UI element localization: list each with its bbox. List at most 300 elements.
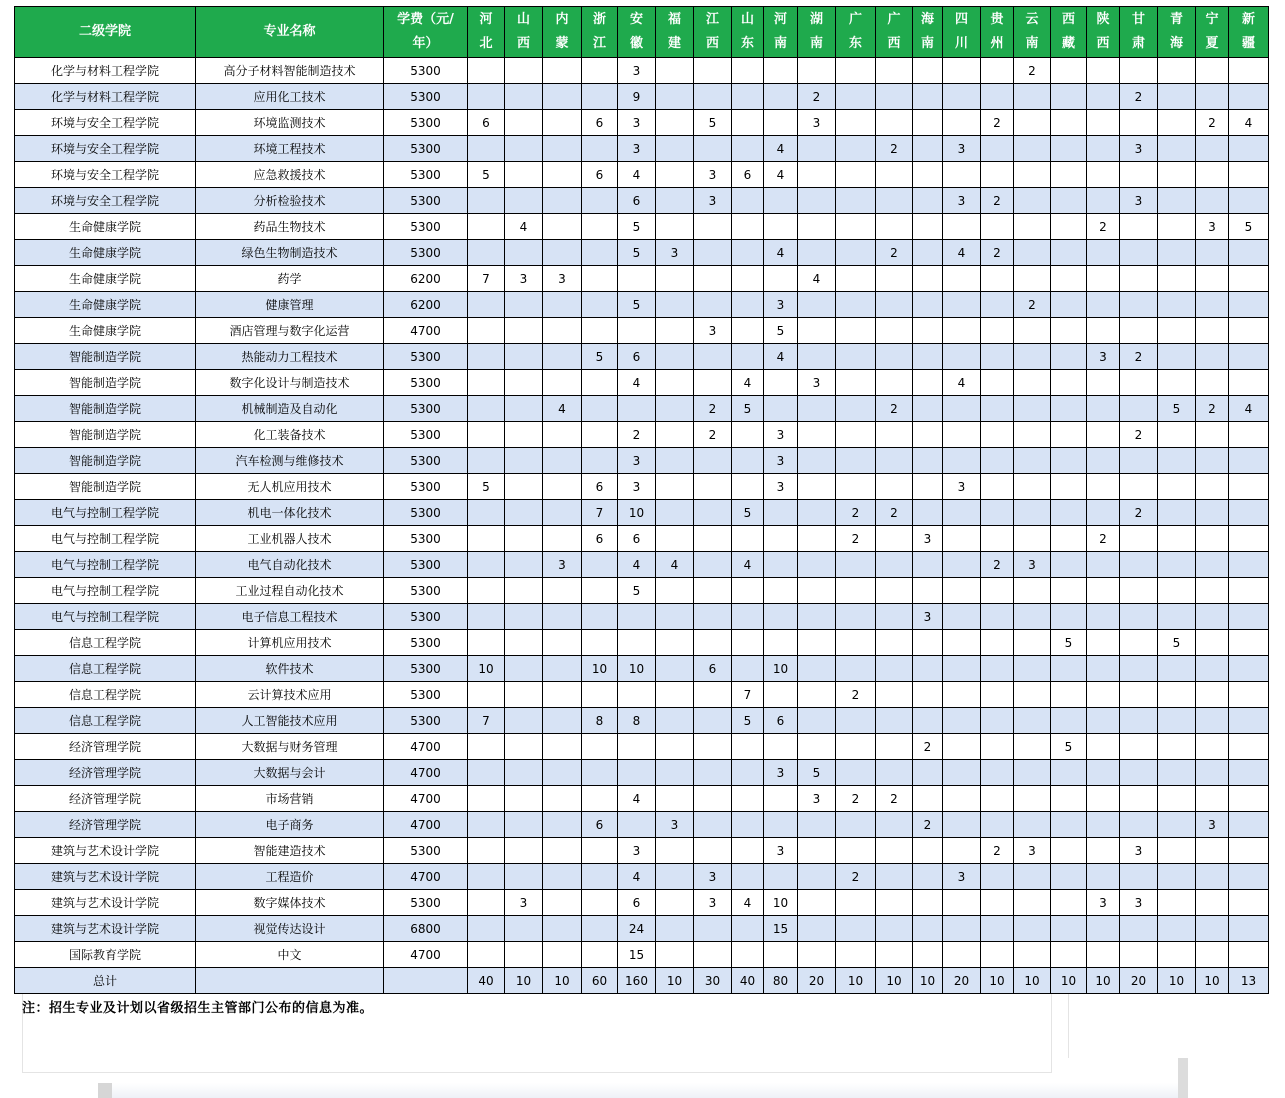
quota-cell bbox=[468, 916, 505, 942]
quota-cell bbox=[764, 578, 798, 604]
total-cell: 13 bbox=[1229, 968, 1269, 994]
quota-cell bbox=[981, 630, 1014, 656]
quota-cell bbox=[1120, 110, 1158, 136]
quota-cell bbox=[1087, 786, 1120, 812]
table-row bbox=[15, 422, 1269, 448]
quota-cell bbox=[1014, 630, 1051, 656]
quota-cell bbox=[1158, 422, 1196, 448]
quota-cell bbox=[543, 812, 582, 838]
quota-cell bbox=[943, 786, 981, 812]
quota-cell bbox=[798, 500, 836, 526]
quota-cell bbox=[694, 786, 732, 812]
quota-cell bbox=[943, 656, 981, 682]
quota-cell bbox=[468, 58, 505, 84]
fee-cell: 4700 bbox=[384, 734, 468, 760]
quota-cell: 6 bbox=[618, 344, 656, 370]
quota-cell bbox=[1229, 734, 1269, 760]
quota-cell bbox=[1087, 136, 1120, 162]
major-cell: 人工智能技术应用 bbox=[196, 708, 384, 734]
quota-cell bbox=[468, 578, 505, 604]
header-province: 山 西 bbox=[505, 7, 543, 58]
major-cell: 药品生物技术 bbox=[196, 214, 384, 240]
footnote: 注：招生专业及计划以省级招生主管部门公布的信息为准。 bbox=[22, 1001, 374, 1016]
quota-cell bbox=[798, 396, 836, 422]
quota-cell: 6 bbox=[468, 110, 505, 136]
quota-cell: 5 bbox=[618, 214, 656, 240]
college-cell: 智能制造学院 bbox=[15, 422, 196, 448]
major-cell: 分析检验技术 bbox=[196, 188, 384, 214]
college-cell: 电气与控制工程学院 bbox=[15, 500, 196, 526]
quota-cell bbox=[1196, 760, 1229, 786]
quota-cell bbox=[468, 786, 505, 812]
fee-cell: 4700 bbox=[384, 812, 468, 838]
quota-cell bbox=[1087, 682, 1120, 708]
quota-cell bbox=[1087, 656, 1120, 682]
quota-cell bbox=[543, 786, 582, 812]
major-cell: 环境工程技术 bbox=[196, 136, 384, 162]
quota-cell bbox=[732, 526, 764, 552]
quota-cell: 2 bbox=[876, 396, 913, 422]
quota-cell: 3 bbox=[618, 136, 656, 162]
quota-cell bbox=[543, 526, 582, 552]
quota-cell bbox=[505, 786, 543, 812]
quota-cell bbox=[732, 188, 764, 214]
quota-cell bbox=[505, 240, 543, 266]
quota-cell bbox=[582, 552, 618, 578]
quota-cell bbox=[981, 318, 1014, 344]
quota-cell bbox=[981, 448, 1014, 474]
quota-cell bbox=[764, 630, 798, 656]
college-cell: 生命健康学院 bbox=[15, 266, 196, 292]
quota-cell bbox=[981, 656, 1014, 682]
quota-cell bbox=[582, 396, 618, 422]
quota-cell bbox=[913, 864, 943, 890]
quota-cell: 4 bbox=[764, 240, 798, 266]
quota-cell bbox=[913, 838, 943, 864]
quota-cell bbox=[836, 474, 876, 500]
quota-cell bbox=[1087, 448, 1120, 474]
quota-cell bbox=[468, 448, 505, 474]
header-province: 云 南 bbox=[1014, 7, 1051, 58]
quota-cell bbox=[981, 58, 1014, 84]
quota-cell bbox=[543, 760, 582, 786]
header-province: 福 建 bbox=[656, 7, 694, 58]
quota-cell bbox=[943, 578, 981, 604]
quota-cell bbox=[764, 214, 798, 240]
major-cell: 工业过程自动化技术 bbox=[196, 578, 384, 604]
quota-cell bbox=[913, 942, 943, 968]
quota-cell bbox=[1120, 604, 1158, 630]
quota-cell: 4 bbox=[505, 214, 543, 240]
quota-cell bbox=[798, 812, 836, 838]
quota-cell bbox=[505, 292, 543, 318]
quota-cell bbox=[876, 526, 913, 552]
quota-cell bbox=[505, 396, 543, 422]
quota-cell bbox=[582, 604, 618, 630]
header-province: 湖 南 bbox=[798, 7, 836, 58]
fee-cell: 4700 bbox=[384, 786, 468, 812]
quota-cell bbox=[505, 58, 543, 84]
quota-cell: 3 bbox=[764, 292, 798, 318]
quota-cell bbox=[582, 292, 618, 318]
quota-cell bbox=[798, 838, 836, 864]
quota-cell bbox=[1196, 656, 1229, 682]
quota-cell bbox=[1120, 266, 1158, 292]
quota-cell: 5 bbox=[694, 110, 732, 136]
quota-cell bbox=[1087, 942, 1120, 968]
quota-cell bbox=[505, 188, 543, 214]
total-cell: 20 bbox=[943, 968, 981, 994]
quota-cell bbox=[764, 604, 798, 630]
quota-cell: 4 bbox=[618, 552, 656, 578]
fee-cell: 5300 bbox=[384, 526, 468, 552]
fee-cell: 5300 bbox=[384, 396, 468, 422]
quota-cell bbox=[798, 318, 836, 344]
major-cell: 应急救援技术 bbox=[196, 162, 384, 188]
total-cell: 10 bbox=[836, 968, 876, 994]
quota-cell: 5 bbox=[1158, 396, 1196, 422]
table-row bbox=[15, 812, 1269, 838]
quota-cell: 2 bbox=[836, 786, 876, 812]
quota-cell bbox=[943, 526, 981, 552]
table-row bbox=[15, 292, 1269, 318]
quota-cell bbox=[876, 552, 913, 578]
major-cell: 软件技术 bbox=[196, 656, 384, 682]
quota-cell bbox=[1196, 292, 1229, 318]
quota-cell bbox=[836, 916, 876, 942]
quota-cell bbox=[981, 396, 1014, 422]
quota-cell bbox=[694, 734, 732, 760]
quota-cell bbox=[656, 396, 694, 422]
header-province: 新 疆 bbox=[1229, 7, 1269, 58]
college-cell: 智能制造学院 bbox=[15, 448, 196, 474]
quota-cell bbox=[656, 942, 694, 968]
quota-cell bbox=[1014, 188, 1051, 214]
quota-cell bbox=[913, 630, 943, 656]
college-cell: 电气与控制工程学院 bbox=[15, 526, 196, 552]
quota-cell bbox=[764, 526, 798, 552]
quota-cell bbox=[1051, 110, 1087, 136]
quota-cell: 5 bbox=[618, 292, 656, 318]
quota-cell bbox=[1087, 240, 1120, 266]
college-cell: 智能制造学院 bbox=[15, 396, 196, 422]
quota-cell bbox=[798, 708, 836, 734]
quota-cell bbox=[876, 84, 913, 110]
quota-cell bbox=[1120, 864, 1158, 890]
quota-cell bbox=[1120, 240, 1158, 266]
quota-cell: 3 bbox=[943, 188, 981, 214]
table-row bbox=[15, 838, 1269, 864]
quota-cell bbox=[836, 890, 876, 916]
quota-cell bbox=[1120, 656, 1158, 682]
quota-cell bbox=[1229, 58, 1269, 84]
quota-cell bbox=[1120, 526, 1158, 552]
quota-cell bbox=[913, 552, 943, 578]
quota-cell bbox=[1051, 656, 1087, 682]
quota-cell bbox=[1229, 474, 1269, 500]
table-row bbox=[15, 526, 1269, 552]
quota-cell bbox=[1196, 578, 1229, 604]
quota-cell: 7 bbox=[582, 500, 618, 526]
bottom-scroll-area bbox=[98, 1083, 1188, 1098]
quota-cell bbox=[732, 84, 764, 110]
total-label: 总计 bbox=[15, 968, 196, 994]
quota-cell bbox=[836, 942, 876, 968]
quota-cell bbox=[1120, 162, 1158, 188]
quota-cell bbox=[543, 448, 582, 474]
quota-cell bbox=[1051, 500, 1087, 526]
quota-cell bbox=[943, 396, 981, 422]
quota-cell: 2 bbox=[1087, 526, 1120, 552]
quota-cell bbox=[1087, 266, 1120, 292]
major-cell: 健康管理 bbox=[196, 292, 384, 318]
quota-cell bbox=[876, 604, 913, 630]
quota-cell: 3 bbox=[764, 448, 798, 474]
quota-cell bbox=[732, 136, 764, 162]
quota-cell bbox=[836, 812, 876, 838]
quota-cell bbox=[468, 526, 505, 552]
quota-cell: 3 bbox=[505, 890, 543, 916]
fee-cell: 5300 bbox=[384, 708, 468, 734]
quota-cell bbox=[656, 864, 694, 890]
quota-cell bbox=[876, 370, 913, 396]
quota-cell bbox=[694, 916, 732, 942]
header-province: 西 藏 bbox=[1051, 7, 1087, 58]
table-row bbox=[15, 318, 1269, 344]
major-cell: 视觉传达设计 bbox=[196, 916, 384, 942]
quota-cell bbox=[656, 188, 694, 214]
quota-cell bbox=[1196, 136, 1229, 162]
college-cell: 电气与控制工程学院 bbox=[15, 578, 196, 604]
quota-cell bbox=[836, 708, 876, 734]
quota-cell: 4 bbox=[618, 864, 656, 890]
quota-cell: 4 bbox=[764, 344, 798, 370]
total-cell: 10 bbox=[656, 968, 694, 994]
quota-cell: 3 bbox=[764, 838, 798, 864]
quota-cell bbox=[1120, 214, 1158, 240]
major-cell: 药学 bbox=[196, 266, 384, 292]
major-cell: 汽车检测与维修技术 bbox=[196, 448, 384, 474]
table-row bbox=[15, 344, 1269, 370]
quota-cell bbox=[981, 344, 1014, 370]
quota-cell bbox=[468, 812, 505, 838]
quota-cell bbox=[505, 136, 543, 162]
quota-cell bbox=[764, 552, 798, 578]
quota-cell bbox=[1051, 292, 1087, 318]
quota-cell bbox=[836, 318, 876, 344]
quota-cell bbox=[656, 630, 694, 656]
college-cell: 经济管理学院 bbox=[15, 760, 196, 786]
fee-cell: 5300 bbox=[384, 630, 468, 656]
quota-cell: 4 bbox=[732, 370, 764, 396]
quota-cell bbox=[505, 682, 543, 708]
quota-cell: 3 bbox=[1087, 890, 1120, 916]
quota-cell bbox=[694, 500, 732, 526]
quota-cell: 2 bbox=[836, 682, 876, 708]
quota-cell: 4 bbox=[618, 786, 656, 812]
quota-cell bbox=[618, 318, 656, 344]
quota-cell: 6 bbox=[582, 474, 618, 500]
quota-cell bbox=[913, 760, 943, 786]
total-cell: 40 bbox=[468, 968, 505, 994]
quota-cell bbox=[1196, 682, 1229, 708]
quota-cell bbox=[836, 838, 876, 864]
quota-cell: 15 bbox=[764, 916, 798, 942]
quota-cell bbox=[732, 760, 764, 786]
quota-cell bbox=[876, 760, 913, 786]
quota-cell bbox=[1051, 162, 1087, 188]
total-cell: 10 bbox=[1158, 968, 1196, 994]
quota-cell bbox=[943, 318, 981, 344]
major-cell: 机械制造及自动化 bbox=[196, 396, 384, 422]
quota-cell bbox=[1087, 838, 1120, 864]
quota-cell bbox=[1014, 760, 1051, 786]
quota-cell bbox=[913, 708, 943, 734]
major-cell: 中文 bbox=[196, 942, 384, 968]
quota-cell bbox=[943, 448, 981, 474]
table-header bbox=[15, 7, 1269, 58]
quota-cell bbox=[656, 656, 694, 682]
quota-cell bbox=[732, 344, 764, 370]
quota-cell bbox=[582, 448, 618, 474]
quota-cell bbox=[1229, 890, 1269, 916]
quota-cell: 3 bbox=[694, 162, 732, 188]
quota-cell bbox=[913, 682, 943, 708]
quota-cell bbox=[1196, 708, 1229, 734]
quota-cell bbox=[1158, 162, 1196, 188]
quota-cell bbox=[1087, 734, 1120, 760]
quota-cell: 2 bbox=[1087, 214, 1120, 240]
quota-cell bbox=[981, 864, 1014, 890]
quota-cell bbox=[1120, 916, 1158, 942]
quota-cell bbox=[732, 422, 764, 448]
quota-cell: 8 bbox=[618, 708, 656, 734]
quota-cell bbox=[1051, 760, 1087, 786]
quota-cell bbox=[913, 162, 943, 188]
quota-cell bbox=[1014, 708, 1051, 734]
quota-cell bbox=[694, 578, 732, 604]
quota-cell bbox=[694, 370, 732, 396]
quota-cell bbox=[618, 760, 656, 786]
quota-cell bbox=[656, 162, 694, 188]
quota-cell bbox=[876, 578, 913, 604]
quota-cell: 10 bbox=[468, 656, 505, 682]
college-cell: 智能制造学院 bbox=[15, 474, 196, 500]
quota-cell bbox=[1196, 942, 1229, 968]
quota-cell bbox=[798, 240, 836, 266]
quota-cell bbox=[1229, 240, 1269, 266]
quota-cell bbox=[1051, 552, 1087, 578]
quota-cell bbox=[1014, 266, 1051, 292]
quota-cell: 2 bbox=[913, 812, 943, 838]
quota-cell bbox=[1087, 162, 1120, 188]
major-cell: 绿色生物制造技术 bbox=[196, 240, 384, 266]
quota-cell bbox=[764, 84, 798, 110]
quota-cell: 2 bbox=[1120, 84, 1158, 110]
quota-cell bbox=[543, 890, 582, 916]
quota-cell: 3 bbox=[1120, 188, 1158, 214]
header-province: 甘 肃 bbox=[1120, 7, 1158, 58]
quota-cell bbox=[582, 864, 618, 890]
quota-cell: 10 bbox=[582, 656, 618, 682]
table-row bbox=[15, 630, 1269, 656]
quota-cell: 4 bbox=[1229, 110, 1269, 136]
quota-cell bbox=[543, 916, 582, 942]
quota-cell bbox=[764, 188, 798, 214]
quota-cell bbox=[1158, 188, 1196, 214]
quota-cell bbox=[913, 266, 943, 292]
quota-cell bbox=[836, 136, 876, 162]
fee-cell: 4700 bbox=[384, 942, 468, 968]
quota-cell bbox=[1229, 682, 1269, 708]
quota-cell bbox=[981, 266, 1014, 292]
header-province: 青 海 bbox=[1158, 7, 1196, 58]
quota-cell bbox=[656, 786, 694, 812]
quota-cell bbox=[505, 500, 543, 526]
quota-cell bbox=[1051, 786, 1087, 812]
college-cell: 电气与控制工程学院 bbox=[15, 552, 196, 578]
quota-cell bbox=[1087, 396, 1120, 422]
college-cell: 生命健康学院 bbox=[15, 240, 196, 266]
quota-cell bbox=[732, 734, 764, 760]
quota-cell bbox=[798, 526, 836, 552]
total-cell: 10 bbox=[1051, 968, 1087, 994]
quota-cell bbox=[582, 240, 618, 266]
quota-cell bbox=[543, 188, 582, 214]
quota-cell bbox=[543, 864, 582, 890]
quota-cell bbox=[876, 474, 913, 500]
table-row bbox=[15, 448, 1269, 474]
college-cell: 信息工程学院 bbox=[15, 656, 196, 682]
fee-cell: 5300 bbox=[384, 58, 468, 84]
quota-cell bbox=[981, 812, 1014, 838]
quota-cell bbox=[1229, 266, 1269, 292]
quota-cell bbox=[656, 370, 694, 396]
quota-cell bbox=[1087, 708, 1120, 734]
quota-cell bbox=[468, 630, 505, 656]
quota-cell bbox=[1051, 916, 1087, 942]
quota-cell bbox=[656, 344, 694, 370]
total-row bbox=[15, 968, 1269, 994]
total-cell: 20 bbox=[1120, 968, 1158, 994]
quota-cell bbox=[798, 136, 836, 162]
college-cell: 建筑与艺术设计学院 bbox=[15, 864, 196, 890]
quota-cell bbox=[1158, 240, 1196, 266]
quota-cell bbox=[582, 318, 618, 344]
quota-cell bbox=[1014, 240, 1051, 266]
quota-cell bbox=[1158, 890, 1196, 916]
college-cell: 信息工程学院 bbox=[15, 708, 196, 734]
quota-cell: 7 bbox=[468, 708, 505, 734]
quota-cell bbox=[1014, 474, 1051, 500]
quota-cell bbox=[913, 58, 943, 84]
quota-cell bbox=[764, 942, 798, 968]
quota-cell: 2 bbox=[798, 84, 836, 110]
quota-cell bbox=[876, 916, 913, 942]
quota-cell bbox=[836, 734, 876, 760]
quota-cell: 2 bbox=[694, 396, 732, 422]
quota-cell bbox=[876, 344, 913, 370]
quota-cell bbox=[876, 890, 913, 916]
quota-cell bbox=[943, 500, 981, 526]
quota-cell bbox=[1229, 786, 1269, 812]
total-cell: 10 bbox=[1014, 968, 1051, 994]
table-row bbox=[15, 84, 1269, 110]
quota-cell: 3 bbox=[618, 838, 656, 864]
header-major: 专业名称 bbox=[196, 7, 384, 58]
quota-cell bbox=[913, 890, 943, 916]
quota-cell bbox=[1051, 214, 1087, 240]
